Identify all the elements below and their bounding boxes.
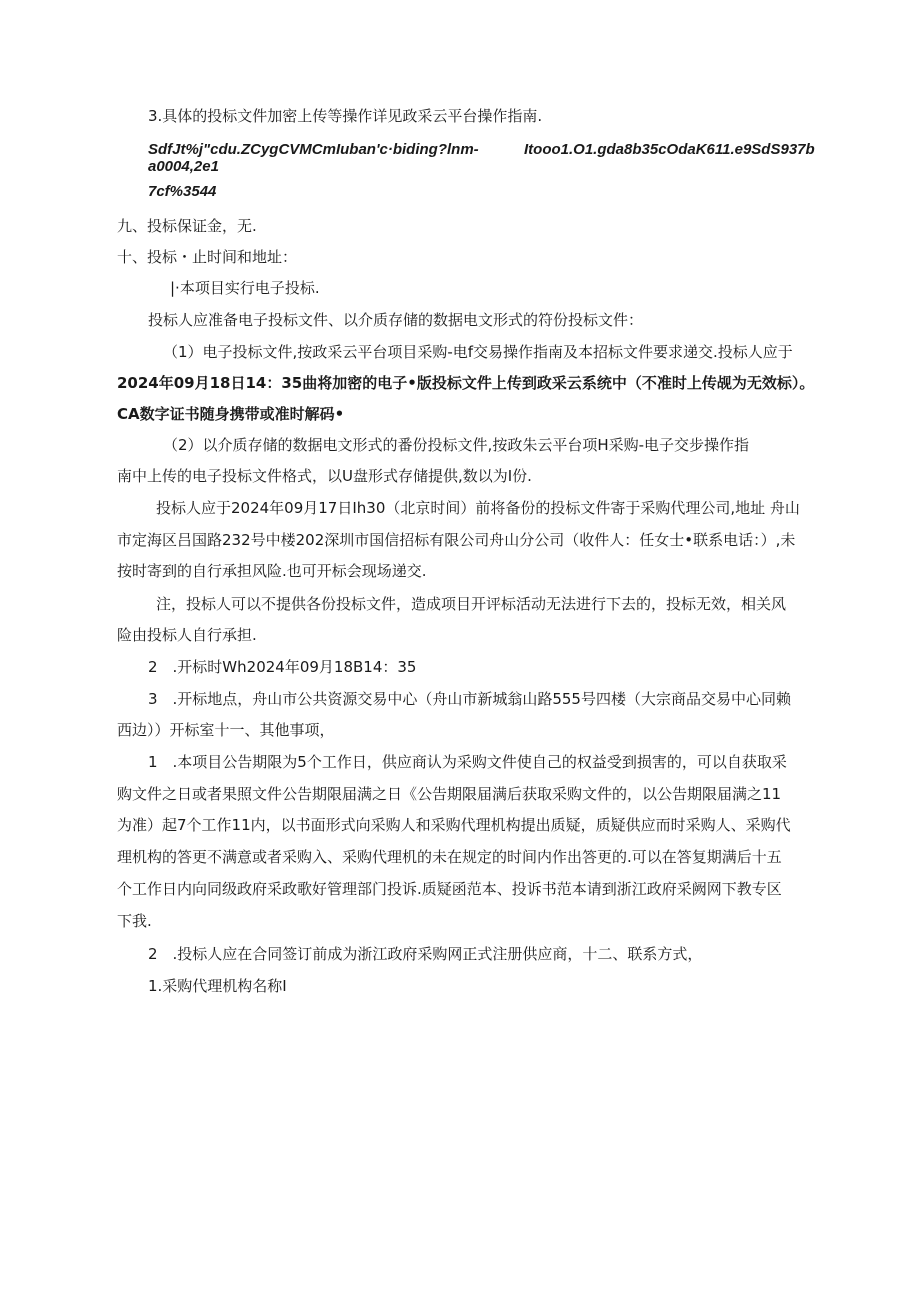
notice-line-4: 理机构的答更不满意或者采购入、采购代理机的未在规定的时间内作出答更的.可以在答复期满后十五 [117,848,782,866]
notice-line-2: 购文件之日或者果照文件公告期限届满之日《公告期限届满后获取采购文件的，以公告期限届满之11 [117,785,782,803]
url-part-4: 7cf%3544 [148,183,217,200]
item-2-line-1: （2）以介质存储的数据电文形式的番份投标文件,按政朱云平台项H采购-电子交步操作指 [163,436,750,454]
para-3-upload-guide: 3.具体的投标文件加密上传等操作详见政采云平台操作指南. [148,107,543,125]
item-1-line-2: 2024年09月18日14：35曲将加密的电子•版投标文件上传到政采云系统中（不准时上传觇为无效标）。 [117,374,815,392]
item-opening-place-line-2: 西边））开标室十一、其他事项， [117,721,335,739]
section-10-heading: 十、投标・止时间和地址： [117,248,298,266]
section-9-heading: 九、投标保证金，无. [117,217,257,235]
url-part-1: SdfJt%j"cdu.ZCygCVMCmIuban'c·biding?lnm- [148,141,479,158]
item-opening-place-line-1: 3 .开标地点，舟山市公共资源交易中心（舟山市新城翁山路555号四楼（大宗商品交易中心同赖 [148,690,791,708]
para-backup-line-2: 市定海区吕国路232号中楼202深圳市国信招标有限公司舟山分公司（收件人：任女士•联系电话：）,未 [117,531,796,549]
url-part-3: a0004,2e1 [148,158,219,175]
item-register-supplier: 2 .投标人应在合同签订前成为浙江政府采购网正式注册供应商，十二、联系方式， [148,945,703,963]
item-agency-name: 1.采购代理机构名称I [148,977,287,995]
para-electronic-bid: |·本项目实行电子投标. [170,279,320,297]
para-backup-line-1: 投标人应于2024年09月17日Ih30（北京时间）前将备份的投标文件寄于采购代理公司,地址 舟山 [156,499,800,517]
para-prepare-files: 投标人应准备电子投标文件、以介质存储的数据电文形式的符份投标文件： [148,311,644,329]
item-1-line-3: CA数字证书随身携带或准时解码• [117,405,345,423]
notice-line-6: 下我. [117,912,152,930]
item-2-line-2: 南中上传的电子投标文件格式，以U盘形式存储提供,数以为I份. [117,467,532,485]
item-opening-time: 2 .开标时Wh2024年09月18B14：35 [148,658,417,676]
note-line-2: 险由投标人自行承担. [117,626,257,644]
url-part-2: Itooo1.O1.gda8b35cOdaK611.e9SdS937b [524,141,815,158]
item-1-line-1: （1）电子投标文件,按政采云平台项目采购-电f交易操作指南及本招标文件要求递交.投标人应于 [163,343,793,361]
notice-line-5: 个工作日内向同级政府采政歌好管理部门投诉.质疑函范本、投诉书范本请到浙江政府采阙网下教专区 [117,880,782,898]
notice-line-3: 为准）起7个工作11内，以书面形式向采购人和采购代理机构提出质疑，质疑供应而时采购人、采购代 [117,816,791,834]
note-line-1: 注，投标人可以不提供各份投标文件，造成项目开评标活动无法进行下去的，投标无效，相关风 [156,595,787,613]
notice-line-1: 1 .本项目公告期限为5个工作日，供应商认为采购文件使自己的权益受到损害的，可以自获取采 [148,753,787,771]
para-backup-line-3: 按时寄到的自行承担风险.也可开标会现场递交. [117,562,427,580]
